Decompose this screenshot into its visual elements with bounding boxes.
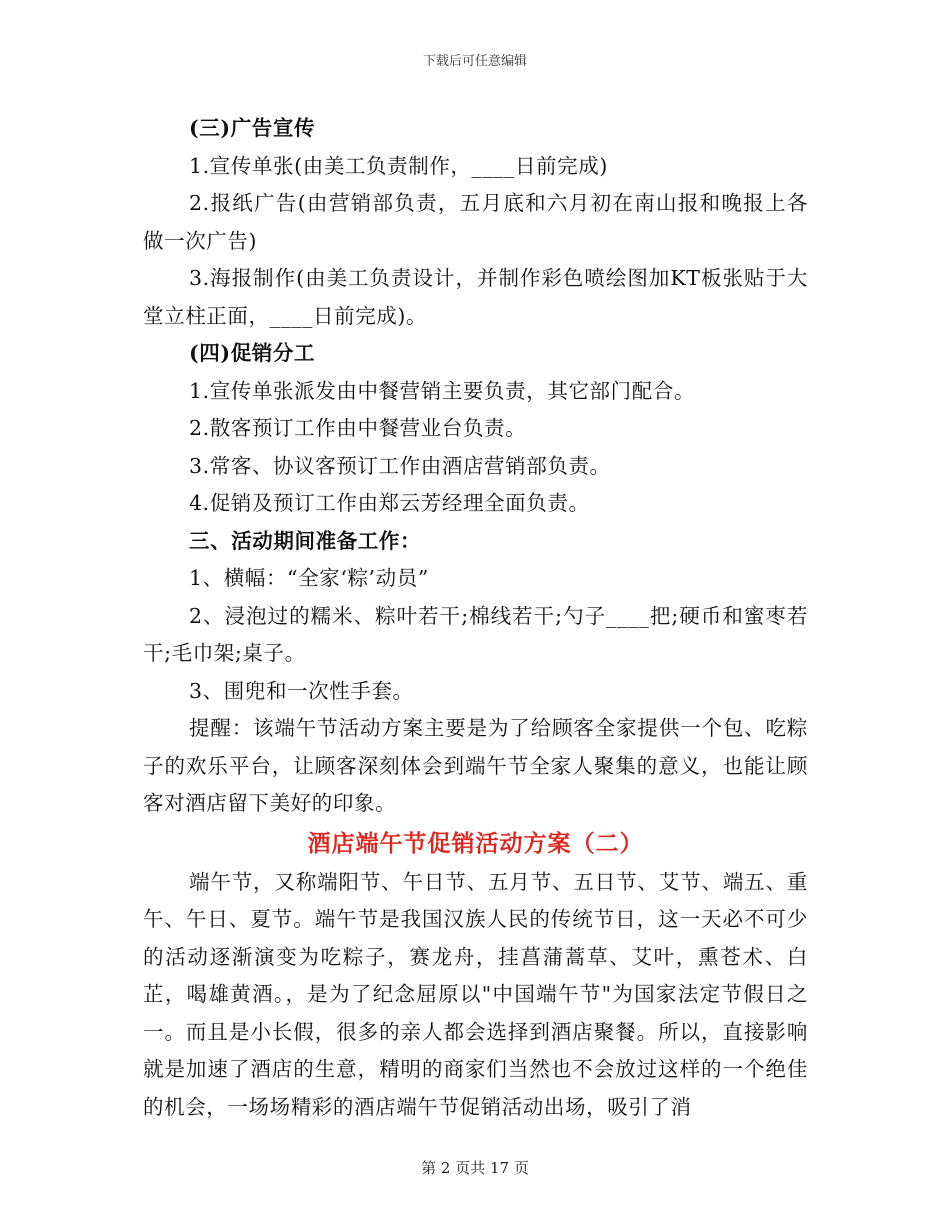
division-item-3: 3.常客、协议客预订工作由酒店营销部负责。 — [189, 453, 611, 478]
page-footer: 第 2 页共 17 页 — [421, 1159, 529, 1177]
page-header: 下载后可任意编辑 — [422, 54, 527, 69]
prep-item-3: 3、围兜和一次性手套。 — [189, 678, 414, 703]
document-body — [143, 110, 808, 1126]
section-heading-preparation: 三、活动期间准备工作： — [189, 528, 422, 553]
advert-item-2: 2.报纸广告(由营销部负责，五月底和六月初在南山报和晚报上各做一次广告) — [143, 191, 808, 253]
prep-item-1: 1、横幅：“全家‘粽’动员” — [189, 566, 429, 590]
reminder-paragraph: 提醒：该端午节活动方案主要是为了给顾客全家提供一个包、吃粽子的欢乐平台，让顾客深刻体会到端午节全家人聚集的意义，也能让顾客对酒店留下美好的印象。 — [143, 716, 808, 815]
prep-item-2: 2、浸泡过的糯米、粽叶若干;棉线若干;勺子____把;硬币和蜜枣若干;毛巾架;桌子。 — [143, 603, 808, 665]
advert-item-1: 1.宣传单张(由美工负责制作，____日前完成) — [189, 153, 608, 178]
section-heading-advertising: (三)广告宣传 — [189, 116, 316, 140]
section-heading-division: (四)促销分工 — [189, 341, 316, 365]
division-item-2: 2.散客预订工作由中餐营业台负责。 — [189, 416, 527, 440]
division-item-4: 4.促销及预订工作由郑云芳经理全面负责。 — [189, 491, 590, 515]
division-item-1: 1.宣传单张派发由中餐营销主要负责，其它部门配合。 — [189, 378, 696, 403]
advert-item-3: 3.海报制作(由美工负责设计，并制作彩色喷绘图加KT板张贴于大堂立柱正面，____日前完成)。 — [143, 266, 808, 328]
document-title: 酒店端午节促销活动方案（二） — [307, 829, 644, 857]
intro-paragraph: 端午节，又称端阳节、午日节、五月节、五日节、艾节、端五、重午、午日、夏节。端午节是我国汉族人民的传统节日，这一天必不可少的活动逐渐演变为吃粽子，赛龙舟，挂菖蒲蒿草、艾叶，熏苍术、白芷，喝雄黄酒。，是为了纪念屈原以"中国端午节"为国家法定节假日之一。而且是小长假，很多的亲人都会选择到酒店聚餐。所以，直接影响就是加速了酒店的生意，精明的商家们当然也不会放过这样的一个绝佳的机会，一场场精彩的酒店端午节促销活动出场，吸引了消 — [143, 869, 808, 1119]
